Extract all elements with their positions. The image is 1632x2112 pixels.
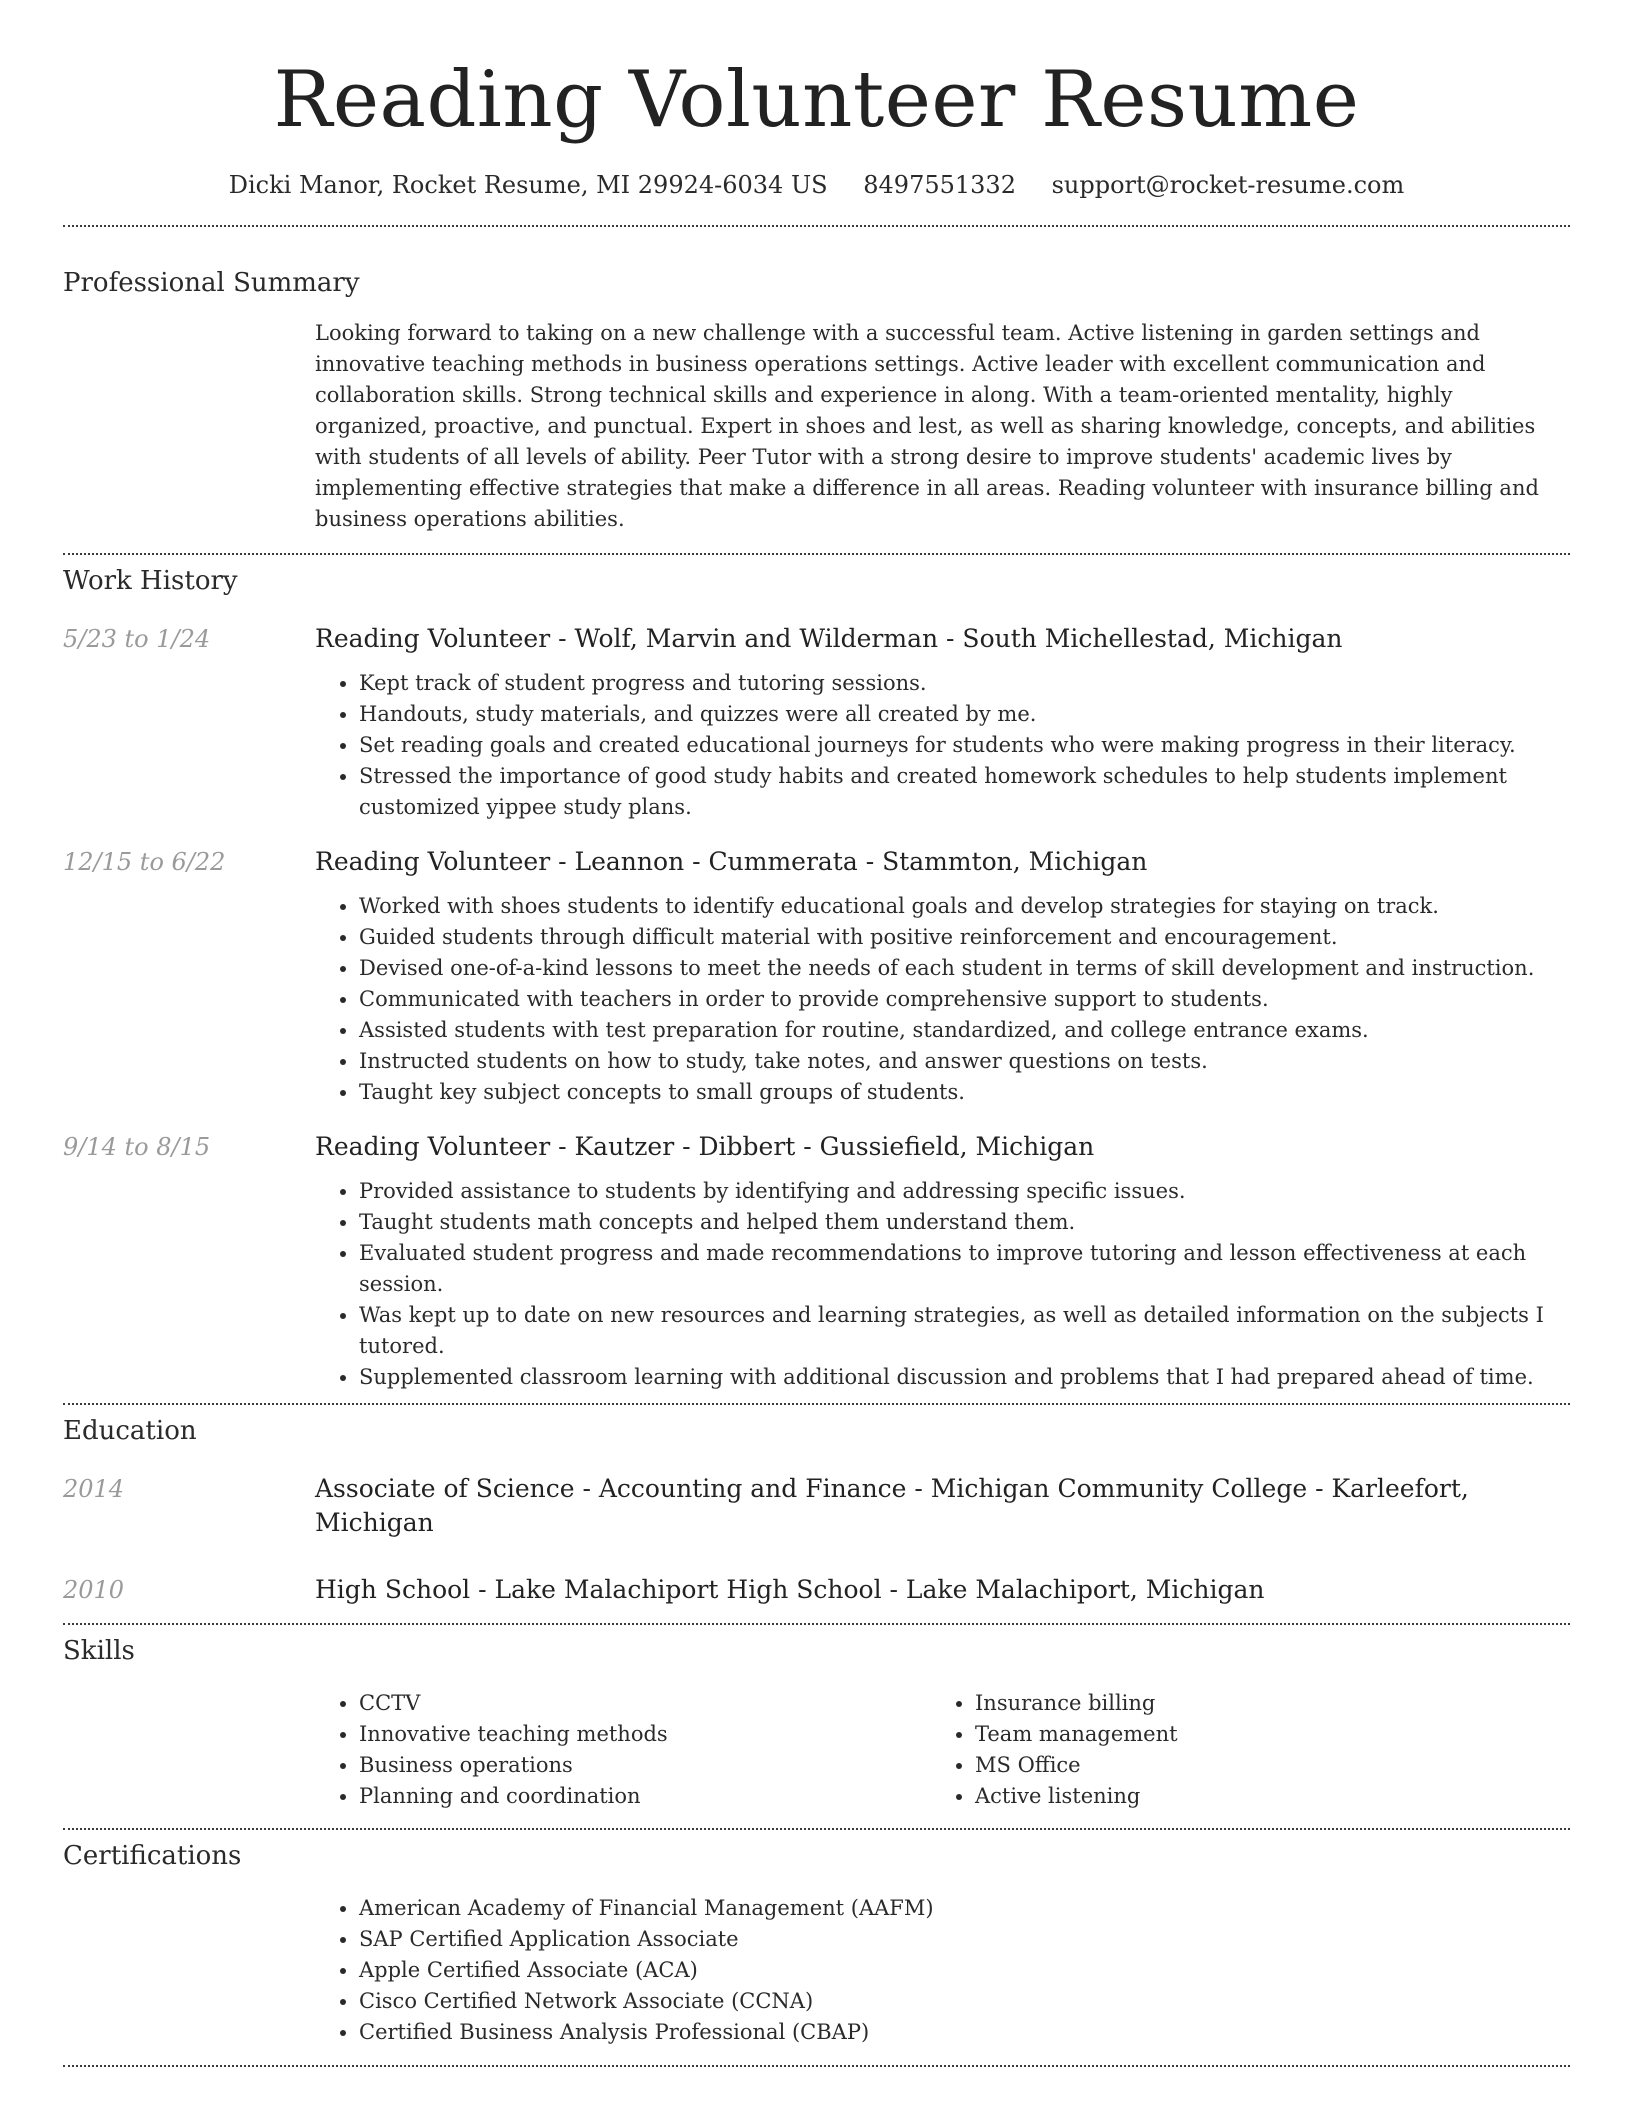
job-bullets bbox=[315, 1176, 1570, 1393]
certifications-list bbox=[315, 1893, 1570, 2048]
education-text: High School - Lake Malachiport High School - Lake Malachiport, Michigan bbox=[315, 1575, 1265, 1604]
job-bullet: • Taught students math concepts and helped them understand them. bbox=[359, 1207, 1570, 1238]
skill-item: • Insurance billing bbox=[975, 1688, 1547, 1719]
job-bullet: • Taught key subject concepts to small groups of students. bbox=[359, 1077, 1570, 1108]
job-bullet: • Instructed students on how to study, take notes, and answer questions on tests. bbox=[359, 1046, 1570, 1077]
divider-skills bbox=[63, 1828, 1570, 1830]
job-bullet: • Supplemented classroom learning with additional discussion and problems that I had prepared ahead of time. bbox=[359, 1362, 1570, 1393]
skill-item: • Team management bbox=[975, 1719, 1547, 1750]
job-dates: 12/15 to 6/22 bbox=[63, 848, 226, 876]
job-bullet: • Kept track of student progress and tutoring sessions. bbox=[359, 668, 1570, 699]
contact-email: support@rocket-resume.com bbox=[1051, 171, 1405, 199]
job-bullet: • Was kept up to date on new resources and learning strategies, as well as detailed information on the subjects I tutored. bbox=[359, 1300, 1570, 1362]
contact-phone: 8497551332 bbox=[863, 171, 1016, 199]
job-bullets bbox=[315, 668, 1570, 823]
skill-item: • Planning and coordination bbox=[359, 1781, 931, 1812]
contact-line bbox=[63, 168, 1570, 202]
job-bullet: • Communicated with teachers in order to provide comprehensive support to students. bbox=[359, 984, 1570, 1015]
divider-education bbox=[63, 1623, 1570, 1625]
resume-page bbox=[63, 0, 1570, 2112]
certification-item: • SAP Certified Application Associate bbox=[359, 1924, 1570, 1955]
contact-address: Dicki Manor, Rocket Resume, MI 29924-6034 US bbox=[228, 171, 828, 199]
education-entry bbox=[63, 1472, 1570, 1540]
certification-item: • Cisco Certified Network Associate (CCNA) bbox=[359, 1986, 1570, 2017]
education-entry bbox=[63, 1573, 1570, 1607]
job-title: Reading Volunteer - Wolf, Marvin and Wilderman - South Michellestad, Michigan bbox=[315, 624, 1343, 653]
job-bullet: • Stressed the importance of good study habits and created homework schedules to help students implement customized yippee study plans. bbox=[359, 761, 1570, 823]
skills-row bbox=[63, 1688, 1570, 1812]
skill-item: • Business operations bbox=[359, 1750, 931, 1781]
summary-row bbox=[63, 318, 1570, 535]
summary-text: Looking forward to taking on a new challenge with a successful team. Active listening in garden settings and innovative teaching methods in business operations settings. Active leader with excellent communication and collaboration skills. Strong technical skills and experience in along. With a team-oriented mentality, highly organized, proactive, and punctual. Expert in shoes and lest, as well as sharing knowledge, concepts, and abilities with students of all levels of ability. Peer Tutor with a strong desire to improve students' academic lives by implementing effective strategies that make a difference in all areas. Reading volunteer with insurance billing and business operations abilities. bbox=[315, 321, 1539, 531]
divider-summary bbox=[63, 553, 1570, 555]
skill-item: • Innovative teaching methods bbox=[359, 1719, 931, 1750]
job-bullet: • Set reading goals and created educational journeys for students who were making progress in their literacy. bbox=[359, 730, 1570, 761]
job-entry bbox=[63, 1130, 1570, 1393]
job-bullet: • Assisted students with test preparation for routine, standardized, and college entrance exams. bbox=[359, 1015, 1570, 1046]
skill-item: • MS Office bbox=[975, 1750, 1547, 1781]
work-heading: Work History bbox=[63, 566, 238, 596]
skills-heading: Skills bbox=[63, 1636, 135, 1666]
divider-footer bbox=[63, 2065, 1570, 2067]
job-bullet: • Worked with shoes students to identify educational goals and develop strategies for staying on track. bbox=[359, 891, 1570, 922]
certifications-row bbox=[63, 1893, 1570, 2048]
education-text: Associate of Science - Accounting and Finance - Michigan Community College - Karleefort, Michigan bbox=[315, 1474, 1469, 1537]
summary-heading: Professional Summary bbox=[63, 268, 360, 298]
job-bullet: • Devised one-of-a-kind lessons to meet the needs of each student in terms of skill development and instruction. bbox=[359, 953, 1570, 984]
certification-item: • Certified Business Analysis Professional (CBAP) bbox=[359, 2017, 1570, 2048]
certification-item: • American Academy of Financial Management (AAFM) bbox=[359, 1893, 1570, 1924]
job-bullet: • Provided assistance to students by identifying and addressing specific issues. bbox=[359, 1176, 1570, 1207]
resume-title: Reading Volunteer Resume bbox=[273, 55, 1360, 145]
job-bullet: • Evaluated student progress and made recommendations to improve tutoring and lesson effectiveness at each session. bbox=[359, 1238, 1570, 1300]
skill-item: • CCTV bbox=[359, 1688, 931, 1719]
job-dates: 9/14 to 8/15 bbox=[63, 1133, 211, 1161]
job-bullet: • Handouts, study materials, and quizzes were all created by me. bbox=[359, 699, 1570, 730]
education-heading: Education bbox=[63, 1416, 197, 1446]
job-bullets bbox=[315, 891, 1570, 1108]
skill-item: • Active listening bbox=[975, 1781, 1547, 1812]
education-year: 2014 bbox=[63, 1475, 125, 1503]
job-title: Reading Volunteer - Leannon - Cummerata - Stammton, Michigan bbox=[315, 847, 1148, 876]
certification-item: • Apple Certified Associate (ACA) bbox=[359, 1955, 1570, 1986]
education-year: 2010 bbox=[63, 1576, 125, 1604]
job-dates: 5/23 to 1/24 bbox=[63, 625, 211, 653]
job-entry bbox=[63, 845, 1570, 1108]
job-bullet: • Guided students through difficult material with positive reinforcement and encouragement. bbox=[359, 922, 1570, 953]
job-entry bbox=[63, 622, 1570, 823]
divider-header bbox=[63, 225, 1570, 227]
certifications-heading: Certifications bbox=[63, 1841, 242, 1871]
job-title: Reading Volunteer - Kautzer - Dibbert - Gussiefield, Michigan bbox=[315, 1132, 1095, 1161]
divider-work bbox=[63, 1403, 1570, 1405]
skills-list-left bbox=[315, 1688, 931, 1812]
skills-list-right bbox=[931, 1688, 1547, 1812]
